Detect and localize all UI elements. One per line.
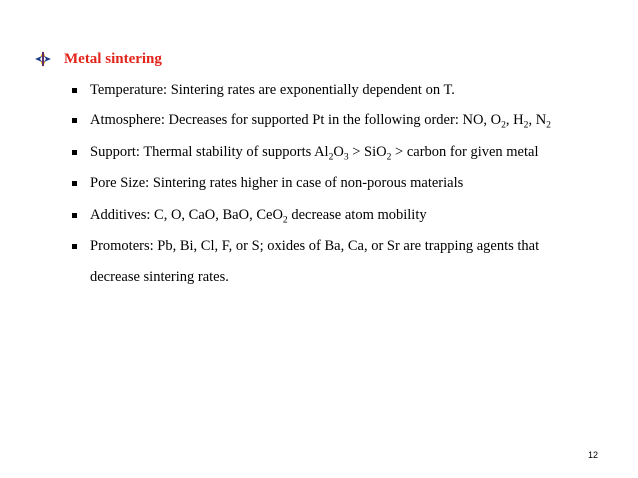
bullet-item-additives — [72, 205, 612, 226]
subscript: 2 — [282, 214, 288, 226]
bullet-text: Support: Thermal stability of supports Al — [90, 144, 329, 160]
bullet-item-atmosphere — [72, 110, 612, 131]
bullet-text: , H — [505, 112, 524, 128]
bullet-list — [72, 76, 612, 288]
square-bullet-icon — [72, 118, 77, 123]
subscript: 3 — [343, 151, 349, 163]
subscript: 2 — [386, 151, 392, 163]
bullet-item-temperature — [72, 80, 612, 101]
bullet-text: Additives: C, O, CaO, BaO, CeO — [90, 207, 283, 223]
bullet-text: > SiO — [348, 144, 387, 160]
bullet-text: , N — [528, 112, 547, 128]
bullet-text: Temperature: Sintering rates are exponentially dependent on T. — [90, 82, 455, 98]
subscript: 2 — [328, 151, 334, 163]
diamond-arrow-bullet-icon — [34, 50, 52, 68]
subscript: 2 — [523, 119, 529, 131]
bullet-text: Pore Size: Sintering rates higher in case of non-porous materials — [90, 175, 464, 191]
bullet-item-support — [72, 142, 612, 163]
page-number: 12 — [588, 450, 599, 460]
heading-title: Metal sintering — [64, 50, 162, 67]
bullet-text: > carbon for given metal — [391, 144, 539, 160]
bullet-text: Atmosphere: Decreases for supported Pt in the following order: NO, O — [90, 112, 502, 128]
square-bullet-icon — [72, 150, 77, 155]
square-bullet-icon — [72, 213, 77, 218]
bullet-text: decrease atom mobility — [287, 207, 427, 223]
square-bullet-icon — [72, 88, 77, 93]
bullet-text-continued: decrease sintering rates. — [90, 269, 229, 285]
bullet-text: Promoters: Pb, Bi, Cl, F, or S; oxides of Ba, Ca, or Sr are trapping agents that — [90, 238, 540, 254]
square-bullet-icon — [72, 244, 77, 249]
bullet-item-pore-size — [72, 173, 612, 194]
bullet-text: O — [333, 144, 344, 160]
square-bullet-icon — [72, 181, 77, 186]
subscript: 2 — [501, 119, 506, 131]
bullet-item-promoters — [72, 236, 612, 288]
section-heading — [34, 48, 162, 70]
subscript: 2 — [546, 119, 551, 131]
